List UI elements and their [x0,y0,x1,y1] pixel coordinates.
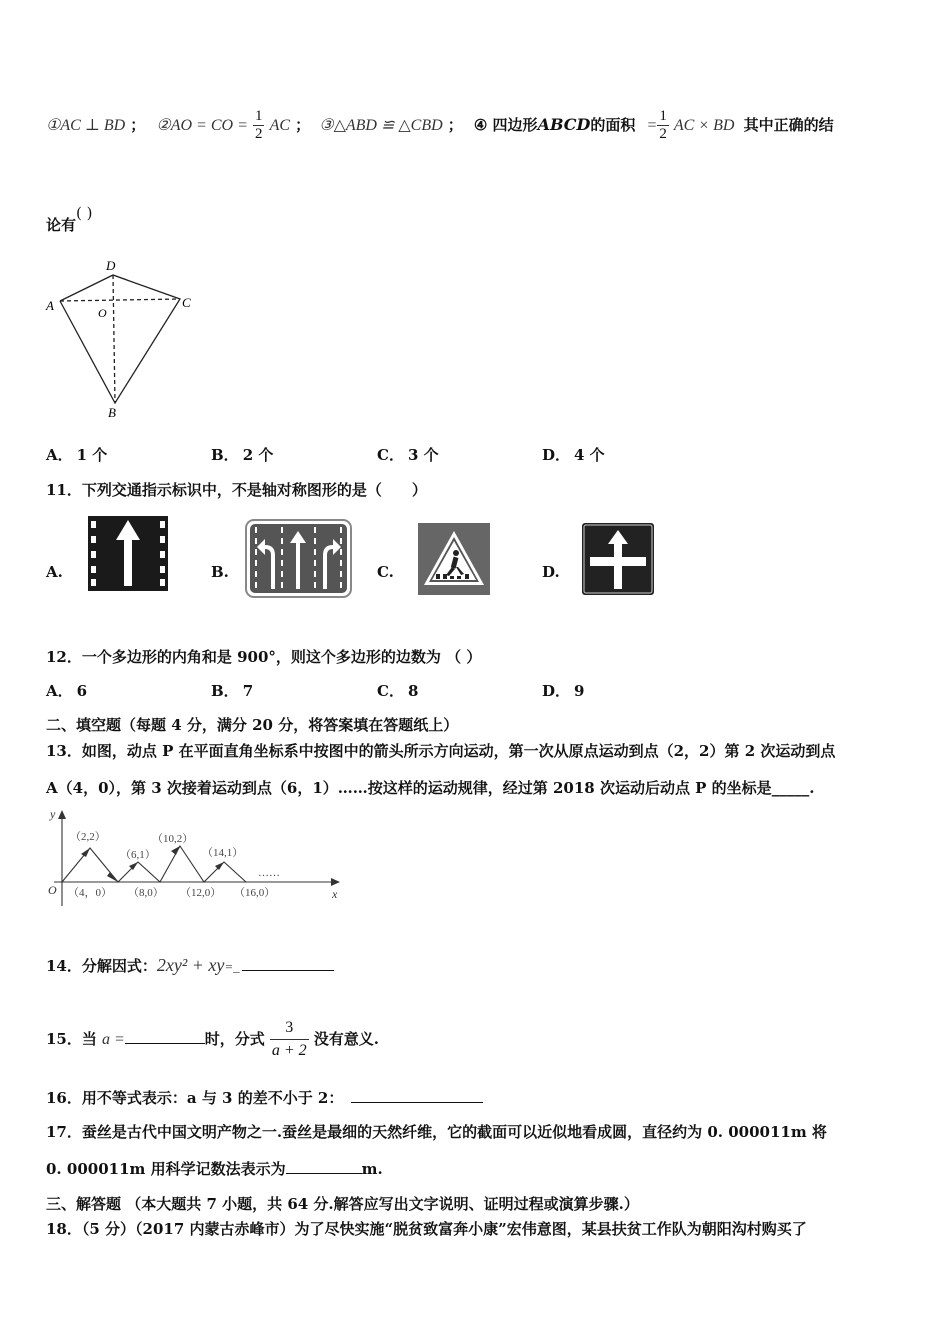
q10-statement-1: ①AC ⊥ BD [46,117,126,134]
q12-stem: 12．一个多边形的内角和是 900°，则这个多边形的边数为 （ ） [46,648,482,666]
point-label: （6,1） [120,849,156,861]
q15-answer-blank[interactable] [125,1029,205,1044]
q10-option-c[interactable]: C． 3 个 [377,446,439,464]
q16 [46,1087,483,1108]
sign-b-lane-arrows[interactable] [245,519,352,598]
q13-line-1: 13．如图，动点 P 在平面直角坐标系中按图中的箭头所示方向运动，第一次从原点运动到点（2，2）第 2 次运动到点 [46,742,836,760]
diagonal-ac [60,299,180,301]
q13-line-2: A（4，0），第 3 次接着运动到点（6，1）……按这样的运动规律，经过第 2018 次运动后动点 P 的坐标是_____. [46,779,815,797]
q16-answer-blank[interactable] [351,1088,483,1103]
q11-label-c: C. [377,563,394,581]
point-label: （16,0） [234,887,276,899]
point-label: （12,0） [180,887,222,899]
q17-line-2: 0. 000011m 用科学记数法表示为 m. [46,1160,383,1178]
q10-statement-3: ③△ABD ≌ △CBD [319,117,443,134]
ellipsis: …… [258,867,280,879]
point-o: O [98,306,107,320]
x-label: x [332,887,338,901]
point-label: （14,1） [202,847,244,859]
vertex-d: D [106,258,116,273]
q10-tail: 其中正确的结 [743,116,834,134]
sign-c-pedestrian-crossing[interactable] [418,523,490,595]
q14: 14．分解因式：2xy² + xy=_ [46,952,334,980]
q10-fraction-half: $\frac{1}{2}$ [254,108,263,142]
q18-stem: 18．（5 分）（2017 内蒙古赤峰市）为了尽快实施“脱贫致富奔小康”宏伟意图，某县扶贫工作队为朝阳沟村购买了 [46,1220,807,1238]
point-label: （4，0） [68,887,112,899]
q10-option-a[interactable]: A． 1 个 [46,446,108,464]
q10-option-b[interactable]: B． 2 个 [211,446,274,464]
q12-option-c[interactable]: C． 8 [377,682,419,700]
q10-fraction-area: $\frac{1}{2}$ [659,108,667,142]
y-label: y [50,807,56,821]
sign-a-straight-arrow[interactable] [88,516,168,591]
vertex-a: A [46,298,54,313]
q12-option-b[interactable]: B． 7 [211,682,254,700]
section-2-heading: 二、填空题（每题 4 分，满分 20 分，将答案填在答题纸上） [46,716,459,734]
point-label: （10,2） [152,833,194,845]
q12-option-a[interactable]: A． 6 [46,682,88,700]
q14-stem: 14．分解因式： [46,957,157,975]
q10-statement-2: ②AO = CO = [156,117,248,134]
q10-option-d[interactable]: D． 4 个 [542,446,605,464]
q15-fraction: $\frac{3}{a + 2}$ [271,1019,307,1059]
x-axis-arrow [331,878,340,886]
vertex-c: C [182,295,191,310]
kite-figure [40,255,210,425]
point-label: （2,2） [70,831,106,843]
q11-stem: 11．下列交通指示标识中，不是轴对称图形的是（ ） [46,481,427,499]
q14-answer-blank[interactable] [242,956,334,971]
zigzag-path-graph [44,806,344,916]
q11-label-b: B. [211,563,229,581]
q17-answer-blank[interactable] [286,1159,362,1174]
vertex-b: B [108,405,116,420]
answer-parenthesis: ( ) [76,204,93,222]
kite-outline [60,275,180,403]
q15: 15．当 a = 时，分式 $\frac{3}{a + 2}$ 没有意义. [46,1004,379,1074]
origin-label: O [48,883,57,897]
point-label: （8,0） [128,887,164,899]
diagonal-bd [113,275,115,403]
q10-statements: ①AC ⊥ BD ； ②AO = CO = $\frac{1}{2}$ AC ； ③△ABD ≌ △CBD ； ④ 四边形ABCD的面积 = $\frac{1}{2}$ AC × BD 其中正确的结 [46,108,834,142]
y-axis-arrow [58,810,66,819]
q10-continuation: 论有( ) [46,204,93,234]
section-3-heading: 三、解答题 （本大题共 7 小题，共 64 分.解答应写出文字说明、证明过程或演算步骤.） [46,1195,639,1213]
q16-stem: 16．用不等式表示：a 与 3 的差不小于 2： [46,1089,344,1107]
q11-label-a: A. [46,563,63,581]
q11-label-d: D. [542,563,560,581]
q12-option-d[interactable]: D． 9 [542,682,585,700]
q14-expression: 2xy² + xy [156,955,225,975]
q17-line-1: 17．蚕丝是古代中国文明产物之一.蚕丝是最细的天然纤维，它的截面可以近似地看成圆，直径约为 0. 000011m 将 [46,1123,827,1141]
sign-d-intersection[interactable] [582,523,654,595]
q10-statement-4: ④ 四边形 [473,116,538,134]
